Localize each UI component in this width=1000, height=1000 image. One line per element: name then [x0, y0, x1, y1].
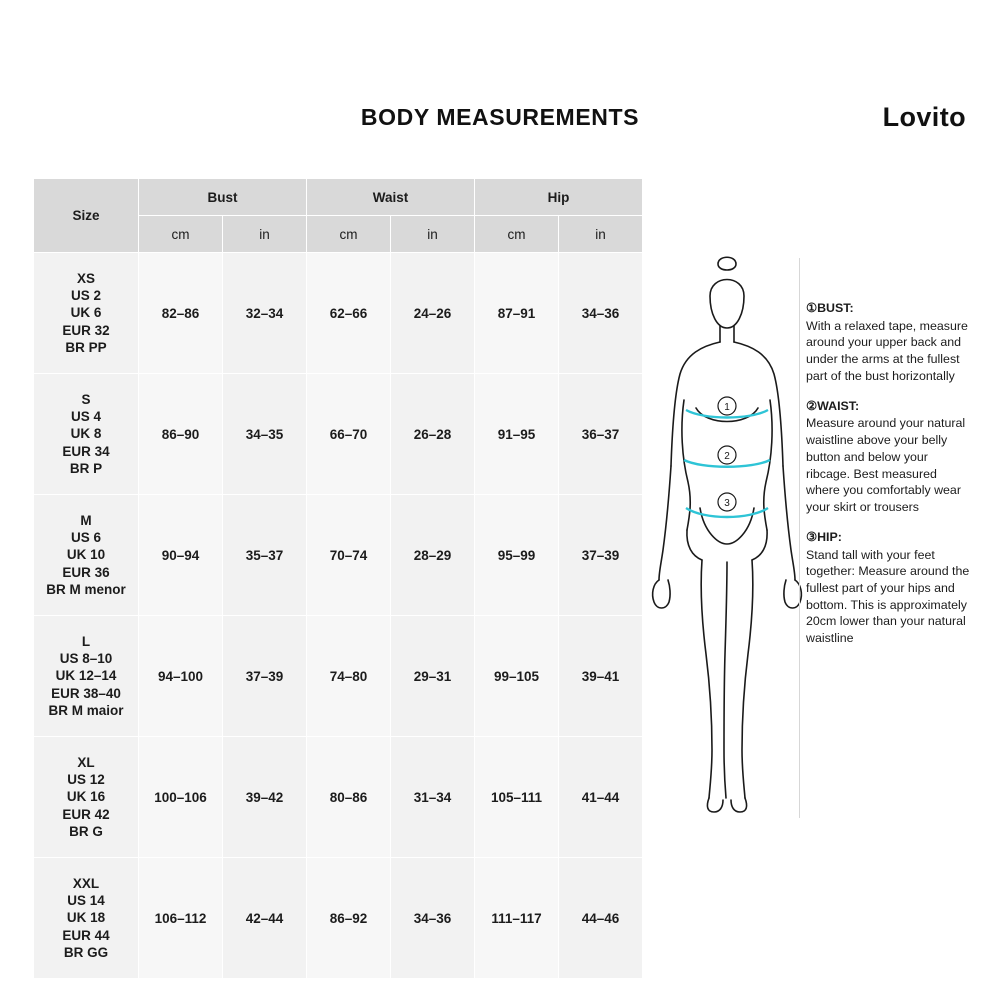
- cell-hip-in: 39–41: [559, 616, 643, 737]
- cell-hip-cm: 99–105: [475, 616, 559, 737]
- cell-bust-in: 34–35: [223, 374, 307, 495]
- cell-waist-cm: 86–92: [307, 858, 391, 979]
- cell-hip-in: 36–37: [559, 374, 643, 495]
- marker-waist: [718, 446, 736, 464]
- instruction-hip-text: Stand tall with your feet together: Measure around the fullest part of your hips and bottom. This is approximately 20cm lower than your natural waistline: [806, 547, 970, 646]
- row-size-label: S US 4 UK 8 EUR 34 BR P: [34, 374, 139, 495]
- cell-waist-cm: 80–86: [307, 737, 391, 858]
- svg-text:3: 3: [724, 498, 730, 509]
- cell-bust-cm: 82–86: [139, 253, 223, 374]
- cell-waist-in: 31–34: [391, 737, 475, 858]
- instruction-bust-text: With a relaxed tape, measure around your upper back and under the arms at the fullest part of the bust horizontally: [806, 318, 968, 383]
- female-body-outline-icon: [640, 250, 815, 830]
- cell-hip-cm: 105–111: [475, 737, 559, 858]
- cell-waist-in: 34–36: [391, 858, 475, 979]
- cell-bust-cm: 86–90: [139, 374, 223, 495]
- cell-waist-cm: 62–66: [307, 253, 391, 374]
- table-row: [34, 253, 643, 374]
- table-row: [34, 616, 643, 737]
- instruction-waist: [806, 398, 974, 516]
- row-size-label: L US 8–10 UK 12–14 EUR 38–40 BR M maior: [34, 616, 139, 737]
- instruction-waist-text: Measure around your natural waistline above your belly button and below your ribcage. Best measured where you comfortably wear your skirt or trousers: [806, 416, 966, 515]
- instruction-hip: [806, 529, 974, 647]
- instruction-waist-label: ②WAIST:: [806, 398, 860, 413]
- cell-hip-cm: 95–99: [475, 495, 559, 616]
- column-header-bust: Bust: [139, 179, 307, 216]
- cell-waist-in: 28–29: [391, 495, 475, 616]
- unit-header-bust-in: in: [223, 216, 307, 253]
- cell-hip-in: 34–36: [559, 253, 643, 374]
- unit-header-waist-cm: cm: [307, 216, 391, 253]
- brand-logo: Lovito: [882, 102, 966, 132]
- cell-hip-cm: 91–95: [475, 374, 559, 495]
- row-size-label: XS US 2 UK 6 EUR 32 BR PP: [34, 253, 139, 374]
- unit-header-bust-cm: cm: [139, 216, 223, 253]
- cell-hip-in: 41–44: [559, 737, 643, 858]
- unit-header-waist-in: in: [391, 216, 475, 253]
- cell-bust-in: 42–44: [223, 858, 307, 979]
- table-row: [34, 374, 643, 495]
- cell-hip-cm: 111–117: [475, 858, 559, 979]
- column-header-hip: Hip: [475, 179, 643, 216]
- cell-waist-cm: 70–74: [307, 495, 391, 616]
- cell-waist-cm: 74–80: [307, 616, 391, 737]
- cell-hip-cm: 87–91: [475, 253, 559, 374]
- table-row: [34, 495, 643, 616]
- table-row: [34, 858, 643, 979]
- marker-hip: [718, 493, 736, 511]
- instruction-hip-label: ③HIP:: [806, 529, 842, 544]
- cell-waist-in: 24–26: [391, 253, 475, 374]
- measurement-instructions: [806, 300, 974, 647]
- page-title: BODY MEASUREMENTS: [360, 104, 640, 130]
- row-size-label: XL US 12 UK 16 EUR 42 BR G: [34, 737, 139, 858]
- cell-bust-cm: 100–106: [139, 737, 223, 858]
- body-figure-illustration: [640, 250, 815, 830]
- column-header-size: Size: [34, 179, 139, 253]
- cell-hip-in: 37–39: [559, 495, 643, 616]
- marker-bust: [718, 397, 736, 415]
- cell-bust-cm: 94–100: [139, 616, 223, 737]
- cell-bust-cm: 106–112: [139, 858, 223, 979]
- cell-hip-in: 44–46: [559, 858, 643, 979]
- size-chart-table: [33, 178, 643, 979]
- instruction-bust: [806, 300, 974, 385]
- table-row: [34, 737, 643, 858]
- cell-waist-in: 29–31: [391, 616, 475, 737]
- row-size-label: M US 6 UK 10 EUR 36 BR M menor: [34, 495, 139, 616]
- cell-bust-in: 35–37: [223, 495, 307, 616]
- cell-waist-cm: 66–70: [307, 374, 391, 495]
- unit-header-hip-in: in: [559, 216, 643, 253]
- table-header-row-groups: [34, 179, 643, 216]
- cell-bust-in: 39–42: [223, 737, 307, 858]
- column-header-waist: Waist: [307, 179, 475, 216]
- size-chart-body: [34, 253, 643, 979]
- row-size-label: XXL US 14 UK 18 EUR 44 BR GG: [34, 858, 139, 979]
- cell-bust-in: 32–34: [223, 253, 307, 374]
- cell-bust-in: 37–39: [223, 616, 307, 737]
- cell-bust-cm: 90–94: [139, 495, 223, 616]
- svg-text:1: 1: [724, 402, 730, 413]
- vertical-divider: [799, 258, 800, 818]
- cell-waist-in: 26–28: [391, 374, 475, 495]
- svg-text:2: 2: [724, 451, 730, 462]
- instruction-bust-label: ①BUST:: [806, 301, 854, 315]
- unit-header-hip-cm: cm: [475, 216, 559, 253]
